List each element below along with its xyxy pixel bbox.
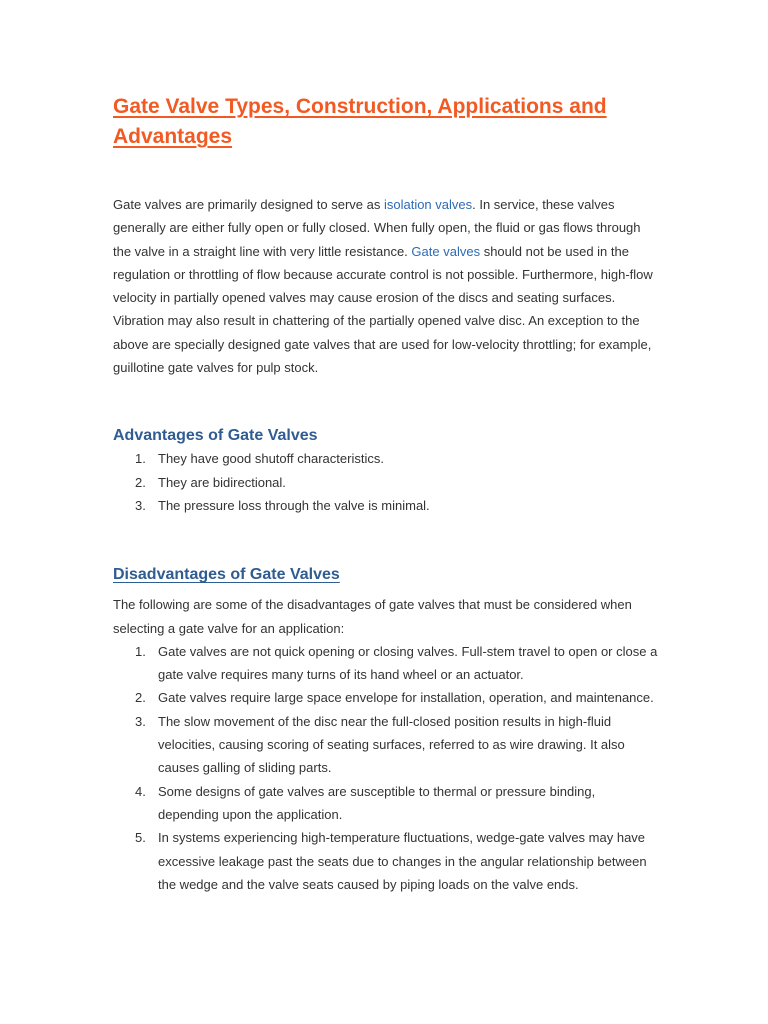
list-item	[113, 494, 658, 517]
list-item	[113, 780, 658, 827]
document-page	[113, 92, 658, 896]
list-item	[113, 686, 658, 709]
disadvantages-heading-text: Disadvantages of Gate Valves	[113, 566, 340, 584]
list-item	[113, 447, 658, 470]
intro-text-2: . In service, these valves generally are either fully open or fully closed. When fully open, the fluid or gas flows through the valve in a straight line with very little resistance.	[113, 197, 641, 259]
list-number: 5.	[135, 830, 146, 846]
page-title: Gate Valve Types, Construction, Applications and Advantages	[113, 95, 607, 148]
list-item	[113, 826, 658, 896]
list-number: 1.	[135, 643, 146, 659]
advantages-heading: Advantages of Gate Valves	[113, 427, 318, 445]
intro-text-3: should not be used in the regulation or throttling of flow because accurate control is not possible. Furthermore, high-flow velocity in partially opened valves may cause erosion of the discs and seating surfaces. Vibration may also result in chattering of the partially opened valve disc. An exception to the above are specially designed gate valves that are used for low-velocity throttling; for example, guillotine gate valves for pulp stock.	[113, 243, 653, 376]
list-number: 3.	[135, 497, 146, 513]
list-number: 2.	[135, 474, 146, 490]
list-item-text: They have good shutoff characteristics.	[158, 451, 384, 467]
list-item-text: The slow movement of the disc near the full-closed position results in high-fluid velocities, causing scoring of seating surfaces, referred to as wire drawing. It also causes galling of sliding parts.	[158, 713, 625, 776]
list-item-text: They are bidirectional.	[158, 474, 286, 490]
advantages-list	[113, 447, 658, 517]
disadvantages-intro: The following are some of the disadvantages of gate valves that must be considered when selecting a gate valve for an application:	[113, 597, 632, 636]
list-item	[113, 710, 658, 780]
list-number: 4.	[135, 783, 146, 799]
list-number: 3.	[135, 713, 146, 729]
list-item-text: Gate valves require large space envelope for installation, operation, and maintenance.	[158, 690, 654, 706]
list-item-text: The pressure loss through the valve is minimal.	[158, 497, 430, 513]
intro-text-1: Gate valves are primarily designed to serve as	[113, 197, 384, 212]
intro-paragraph	[113, 193, 658, 379]
list-item	[113, 640, 658, 687]
list-number: 2.	[135, 690, 146, 706]
disadvantages-heading	[113, 564, 658, 586]
list-item-text: In systems experiencing high-temperature fluctuations, wedge-gate valves may have excessive leakage past the seats due to changes in the angular relationship between the wedge and the valve seats caused by piping loads on the valve ends.	[158, 830, 647, 892]
gate-valves-link[interactable]: Gate valves	[411, 243, 481, 259]
list-item	[113, 471, 658, 494]
list-item-text: Some designs of gate valves are susceptible to thermal or pressure binding, depending upon the application.	[158, 783, 596, 822]
isolation-valves-link[interactable]: isolation valves	[383, 197, 473, 212]
list-number: 1.	[135, 451, 146, 467]
list-item-text: Gate valves are not quick opening or closing valves. Full-stem travel to open or close a gate valve requires many turns of its hand wheel or an actuator.	[158, 643, 658, 683]
disadvantages-list	[113, 640, 658, 896]
